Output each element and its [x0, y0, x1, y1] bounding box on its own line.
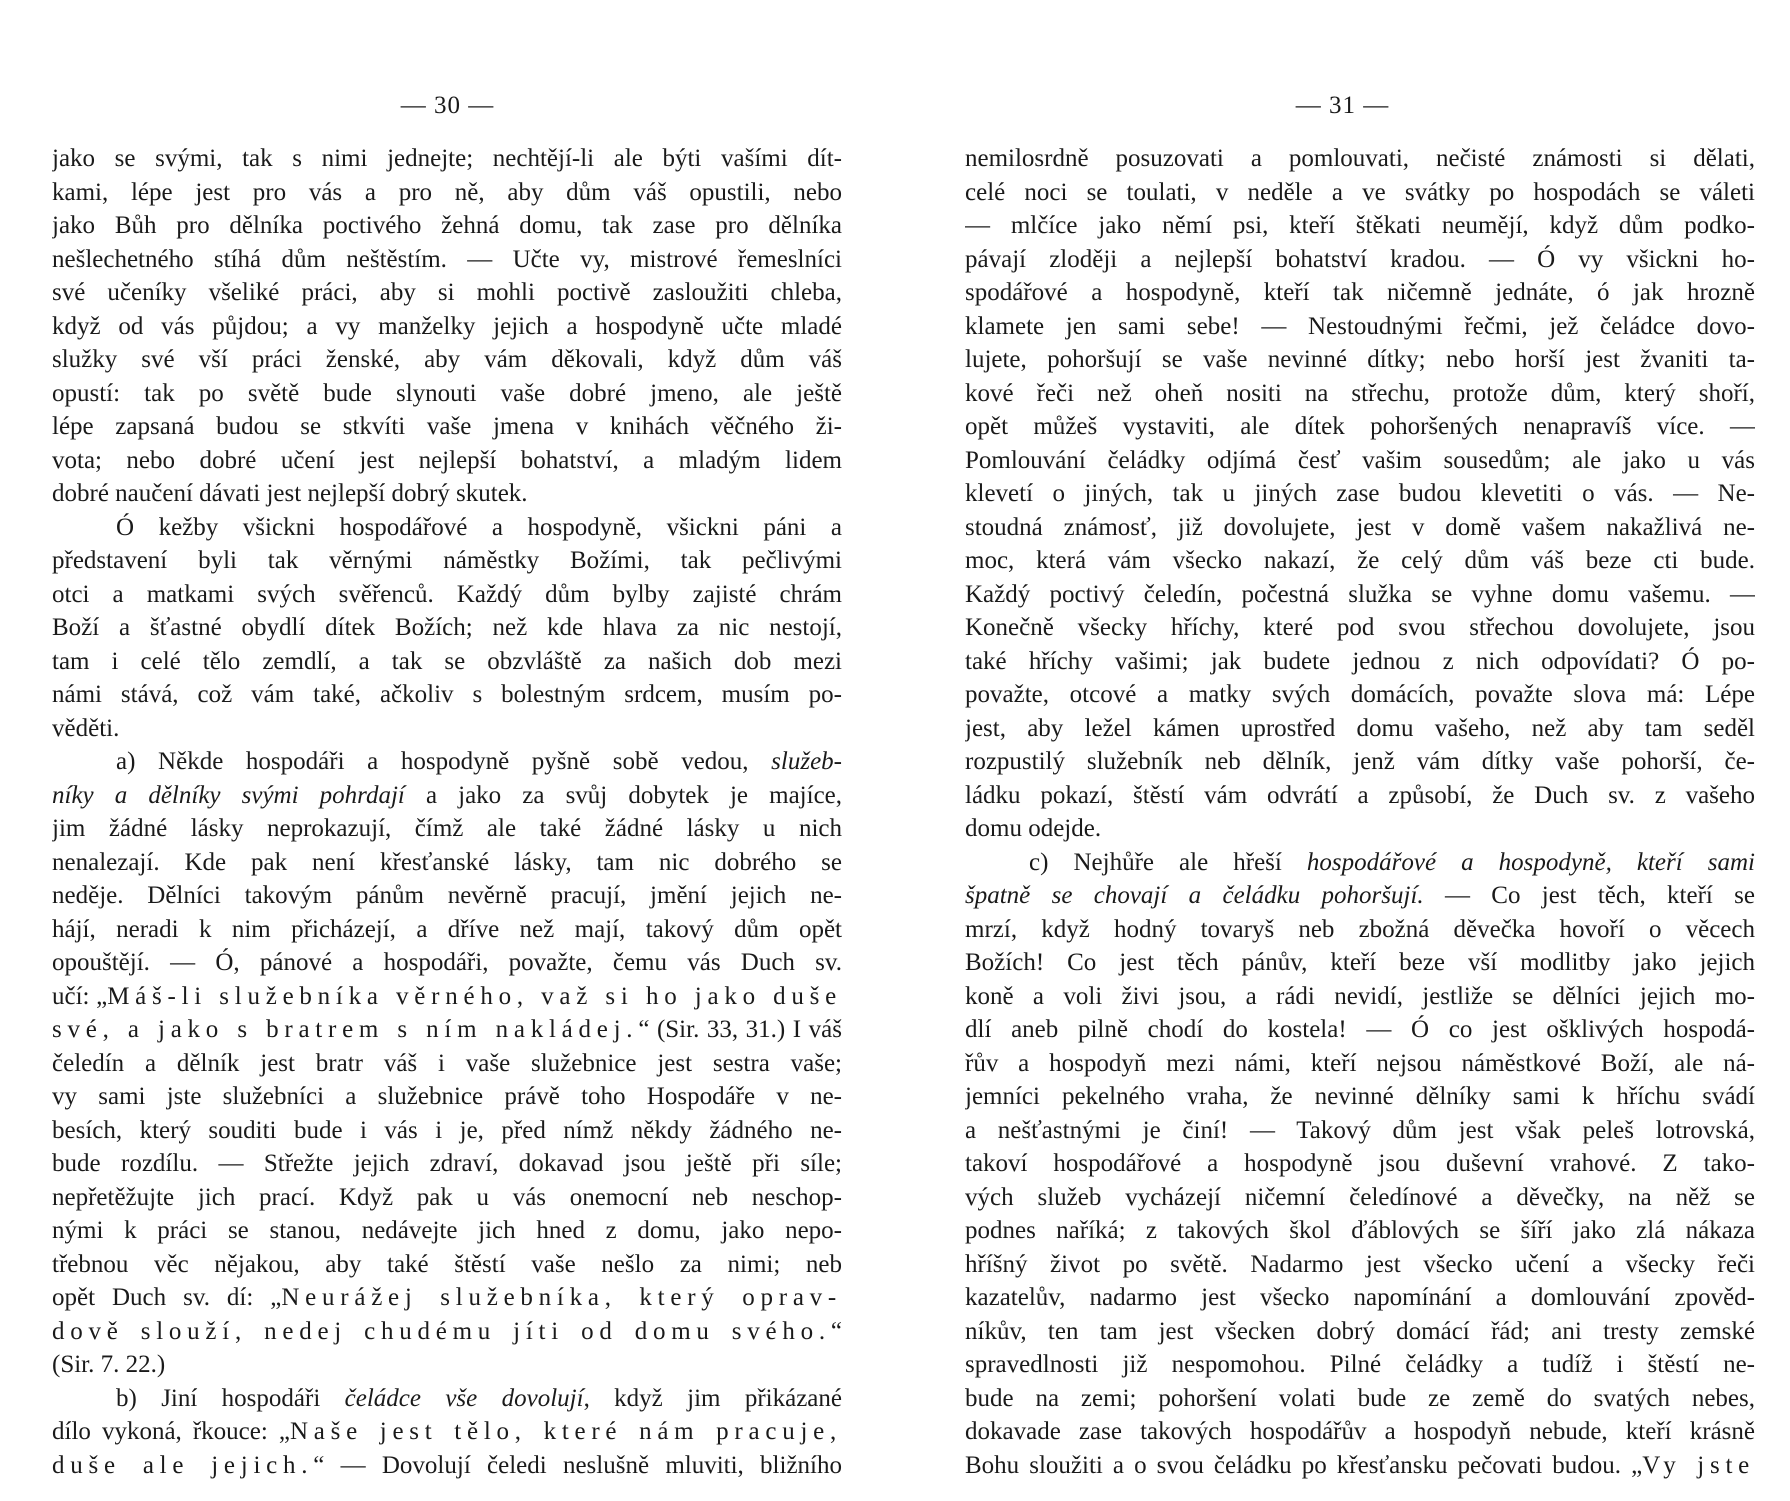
- text-line: nešlechetného stíhá dům neštěstím. — Učte vy, mistrové řemeslníci: [52, 245, 842, 273]
- text-line: [52, 745, 842, 779]
- text-line: Božích! Co jest těch pánův, kteří beze vší modlitby jako jejich: [965, 949, 1755, 976]
- text-line: nými k práci se stanou, nedávejte jich hned z domu, jako nepo-: [52, 1217, 842, 1244]
- text-line: tam i celé tělo zemdlí, a tak se obzvláště za našich dob mezi: [52, 647, 842, 675]
- text-line: besích, který souditi bude i vás i je, před nímž někdy žádného ne-: [52, 1116, 842, 1144]
- text-line: také hříchy vašimi; jak budete jednou z nich odpovídati? Ó po-: [965, 647, 1755, 675]
- text-line: jim žádné lásky neprokazují, čímž ale také žádné lásky u nich: [52, 815, 842, 842]
- text-line: [52, 1449, 842, 1483]
- italic-span: níky a dělníky svými pohrdají: [52, 781, 405, 809]
- text-line: kové řeči než oheň nositi na střechu, protože dům, který shoří,: [965, 379, 1755, 407]
- text-line: čeledín a dělník jest bratr váš i vaše služebnice jest sestra vaše;: [52, 1049, 842, 1077]
- text-line: neděje. Dělníci takovým pánům nevěrně pracují, jmění jejich ne-: [52, 882, 842, 909]
- text-line: třebnou věc nějakou, aby také štěstí vaše nešlo za nimi; neb: [52, 1250, 842, 1278]
- text-line: nemilosrdně posuzovati a pomlouvati, nečisté známosti si dělati,: [965, 145, 1755, 172]
- text-line: [52, 1013, 842, 1047]
- text-line: mrzí, když hodný tovaryš neb zbožná děvečka hovoří o věcech: [965, 915, 1755, 943]
- text-line: Každý poctivý čeledín, počestná služka se vyhne domu vašemu. —: [965, 580, 1755, 608]
- text-line: [52, 980, 842, 1014]
- text-line: Ó kežby všickni hospodářové a hospodyně, všickni páni a: [116, 513, 842, 541]
- text-line: vy sami jste služebníci a služebnice právě toho Hospodáře v ne-: [52, 1083, 842, 1110]
- text-line: námi stává, což vám také, ačkoliv s bolestným srdcem, musím po-: [52, 681, 842, 708]
- text-line: lujete, pohoršují se vaše nevinné dítky; nebo horší jest žvaniti ta-: [965, 346, 1755, 373]
- text-line: služky své vší práci ženské, aby vám děkovali, když dům váš: [52, 346, 842, 373]
- text-span: , když jim přikázané: [583, 1384, 842, 1412]
- text-line: bude rozdílu. — Střežte jejich zdraví, dokavad jsou ještě při síle;: [52, 1150, 842, 1177]
- text-line: vých služeb vycházejí ničemní čeledínové a děvečky, na něž se: [965, 1183, 1755, 1211]
- text-line: bude na zemi; pohoršení volati bude ze země do svatých nebes,: [965, 1384, 1755, 1412]
- text-line: pávají zloději a nejlepší bohatství kradou. — Ó vy všickni ho-: [965, 245, 1755, 273]
- spaced-span: duše ale jejich.: [52, 1451, 314, 1479]
- text-span: “ (Sir. 33, 31.) I váš: [638, 1016, 842, 1043]
- text-line: jest, aby ležel kámen uprostřed domu vašeho, než aby tam seděl: [965, 714, 1755, 742]
- text-line: Konečně všecky hříchy, které pod svou střechou dovolujete, jsou: [965, 614, 1755, 641]
- text-line: opět můžeš vystaviti, ale dítek pohoršených nenapravíš více. —: [965, 413, 1755, 440]
- text-line: považte, otcové a matky svých domácích, považte slova má: Lépe: [965, 681, 1755, 708]
- text-line: dlí aneb pilně chodí do kostela! — Ó co jest ošklivých hospodá-: [965, 1016, 1755, 1043]
- text-span: Bohu sloužiti a o svou čeládku po křesťansku pečovati budou. „: [965, 1451, 1643, 1479]
- text-line: klamete jen sami sebe! — Nestoudnými řečmi, jež čeládce dovo-: [965, 312, 1755, 340]
- text-line: koně a voli živi jsou, a rádi nevidí, jestliže se dělníci jejich mo-: [965, 982, 1755, 1010]
- text-line: [52, 1315, 842, 1349]
- text-line: nenalezají. Kde pak není křesťanské lásky, tam nic dobrého se: [52, 848, 842, 876]
- text-line: jako Bůh pro dělníka poctivého žehná domu, tak zase pro dělníka: [52, 212, 842, 239]
- text-line: nepřetěžujte jich prací. Když pak u vás onemocní neb neschop-: [52, 1183, 842, 1211]
- text-line: [52, 779, 842, 813]
- text-span: “: [830, 1317, 842, 1345]
- text-line: řův a hospodyň mezi námi, kteří nejsou náměstkové Boží, ale ná-: [965, 1049, 1755, 1077]
- text-span: c) Nejhůře ale hřeší: [1029, 848, 1307, 876]
- right-page-text: [965, 142, 1755, 1482]
- text-line: [965, 879, 1755, 913]
- right-page: [895, 0, 1790, 1501]
- text-span: učí: „: [52, 982, 108, 1010]
- text-line: vota; nebo dobré učení jest nejlepší bohatství, a mladým lidem: [52, 446, 842, 474]
- text-line: rozpustilý služebník neb dělník, jenž vám dítky vaše pohorší, če-: [965, 748, 1755, 775]
- text-line: spravedlnosti již nespomohou. Pilné čeládky a tudíž i štěstí ne-: [965, 1351, 1755, 1378]
- text-line: [52, 1415, 842, 1449]
- spaced-span: Vy jste: [1642, 1451, 1755, 1479]
- text-line: moc, která vám všecko nakazí, že celý dům váš beze cti bude.: [965, 547, 1755, 574]
- spaced-span: dově slouží, nedej chudému jíti od domu svého.: [52, 1317, 831, 1345]
- text-line: dobré naučení dávati jest nejlepší dobrý skutek.: [52, 480, 528, 507]
- text-line: Pomlouvání čeládky odjímá česť vašim sousedům; ale jako u vás: [965, 446, 1755, 474]
- italic-span: čeládce vše dovolují: [344, 1384, 584, 1412]
- text-line: ládku pokazí, štěstí vám odvrátí a způsobí, že Duch sv. z vašeho: [965, 781, 1755, 809]
- text-line: věděti.: [52, 714, 120, 742]
- italic-span: špatně se chovají a čeládku pohoršují.: [965, 882, 1424, 909]
- page-number-left: — 30 —: [400, 92, 495, 119]
- spaced-span: Naše jest tělo, které nám pracuje,: [289, 1418, 842, 1445]
- text-line: opouštějí. — Ó, pánové a hospodáři, považte, čemu vás Duch sv.: [52, 949, 842, 976]
- spaced-span: Neurážej služebníka, který oprav-: [281, 1284, 842, 1311]
- text-span: dílo vykoná, řkouce: „: [52, 1418, 290, 1445]
- italic-span: služeb-: [771, 748, 842, 775]
- text-span: b) Jiní hospodáři: [116, 1384, 345, 1412]
- text-line: hříšný život po světě. Nadarmo jest všecko učení a všecky řeči: [965, 1250, 1755, 1278]
- text-line: jemníci pekelného vraha, že nevinné dělníky sami k hříchu svádí: [965, 1083, 1755, 1110]
- text-line: opustí: tak po světě bude slynouti vaše dobré jmeno, ale ještě: [52, 379, 842, 407]
- text-span: “ — Dovolují čeledi neslušně mluviti, bližního: [313, 1451, 842, 1479]
- text-line: spodářové a hospodyně, kteří tak ničemně jednáte, ó jak hrozně: [965, 279, 1755, 306]
- text-span: opět Duch sv. dí: „: [52, 1284, 282, 1311]
- text-line: takoví hospodářové a hospodyně jsou duševní vrahové. Z tako-: [965, 1150, 1755, 1177]
- text-line: (Sir. 7. 22.): [52, 1351, 166, 1378]
- spaced-span: své, a jako s bratrem s ním nakládej.: [52, 1016, 639, 1043]
- spaced-span: Máš-li služebníka věrného, važ si ho jako duše: [107, 982, 842, 1010]
- text-line: níkův, ten tam jest všecken dobrý domácí řád; ani tresty zemské: [965, 1317, 1755, 1345]
- text-line: když od vás půjdou; a vy manželky jejich a hospodyně učte mladé: [52, 312, 842, 340]
- text-line: domu odejde.: [965, 815, 1102, 842]
- text-line: kazatelův, nadarmo jest všecko napomínání a domlouvání zpověd-: [965, 1284, 1755, 1311]
- text-line: — mlčíce jako němí psi, kteří štěkati neumějí, když dům podko-: [965, 212, 1755, 239]
- text-line: dokavade zase takových hospodářův a hospodyň nebude, kteří krásně: [965, 1418, 1755, 1445]
- text-line: jako se svými, tak s nimi jednejte; nechtějí-li ale býti vašími dít-: [52, 145, 842, 172]
- text-line: podnes naříká; z takových škol ďáblových se šíří jako zlá nákaza: [965, 1217, 1755, 1244]
- text-line: celé noci se toulati, v neděle a ve svátky po hospodách se váleti: [965, 178, 1755, 206]
- text-line: [52, 1281, 842, 1315]
- text-line: [965, 846, 1755, 880]
- page-number-right: — 31 —: [1295, 92, 1390, 119]
- left-page-text: [52, 142, 842, 1482]
- text-line: stoudná známosť, již dovolujete, jest v domě vašem nakažlivá ne-: [965, 513, 1755, 541]
- text-line: kami, lépe jest pro vás a pro ně, aby dům váš opustili, nebo: [52, 178, 842, 206]
- text-span: a) Někde hospodáři a hospodyně pyšně sobě vedou,: [116, 748, 772, 775]
- text-span: — Co jest těch, kteří se: [1423, 882, 1755, 909]
- text-span: a jako za svůj dobytek je majíce,: [404, 781, 842, 809]
- text-line: hájí, neradi k nim přicházejí, a dříve než mají, takový dům opět: [52, 915, 842, 943]
- text-line: otci a matkami svých svěřenců. Každý dům bylby zajisté chrám: [52, 580, 842, 608]
- text-line: své učeníky všeliké práci, aby si mohli poctivě zasloužiti chleba,: [52, 279, 842, 306]
- text-line: lépe zapsaná budou se stkvíti vaše jmena v knihách věčného ži-: [52, 413, 842, 440]
- text-line: představení byli tak věrnými náměstky Božími, tak pečlivými: [52, 547, 842, 574]
- italic-span: hospodářové a hospodyně, kteří sami: [1306, 848, 1755, 876]
- text-line: Boží a šťastné obydlí dítek Božích; než kde hlava za nic nestojí,: [52, 614, 842, 641]
- text-line: klevetí o jiných, tak u jiných zase budou klevetiti o vás. — Ne-: [965, 480, 1755, 507]
- text-line: [965, 1449, 1755, 1483]
- text-line: [52, 1382, 842, 1416]
- text-line: a nešťastnými je činí! — Takový dům jest však peleš lotrovská,: [965, 1116, 1755, 1144]
